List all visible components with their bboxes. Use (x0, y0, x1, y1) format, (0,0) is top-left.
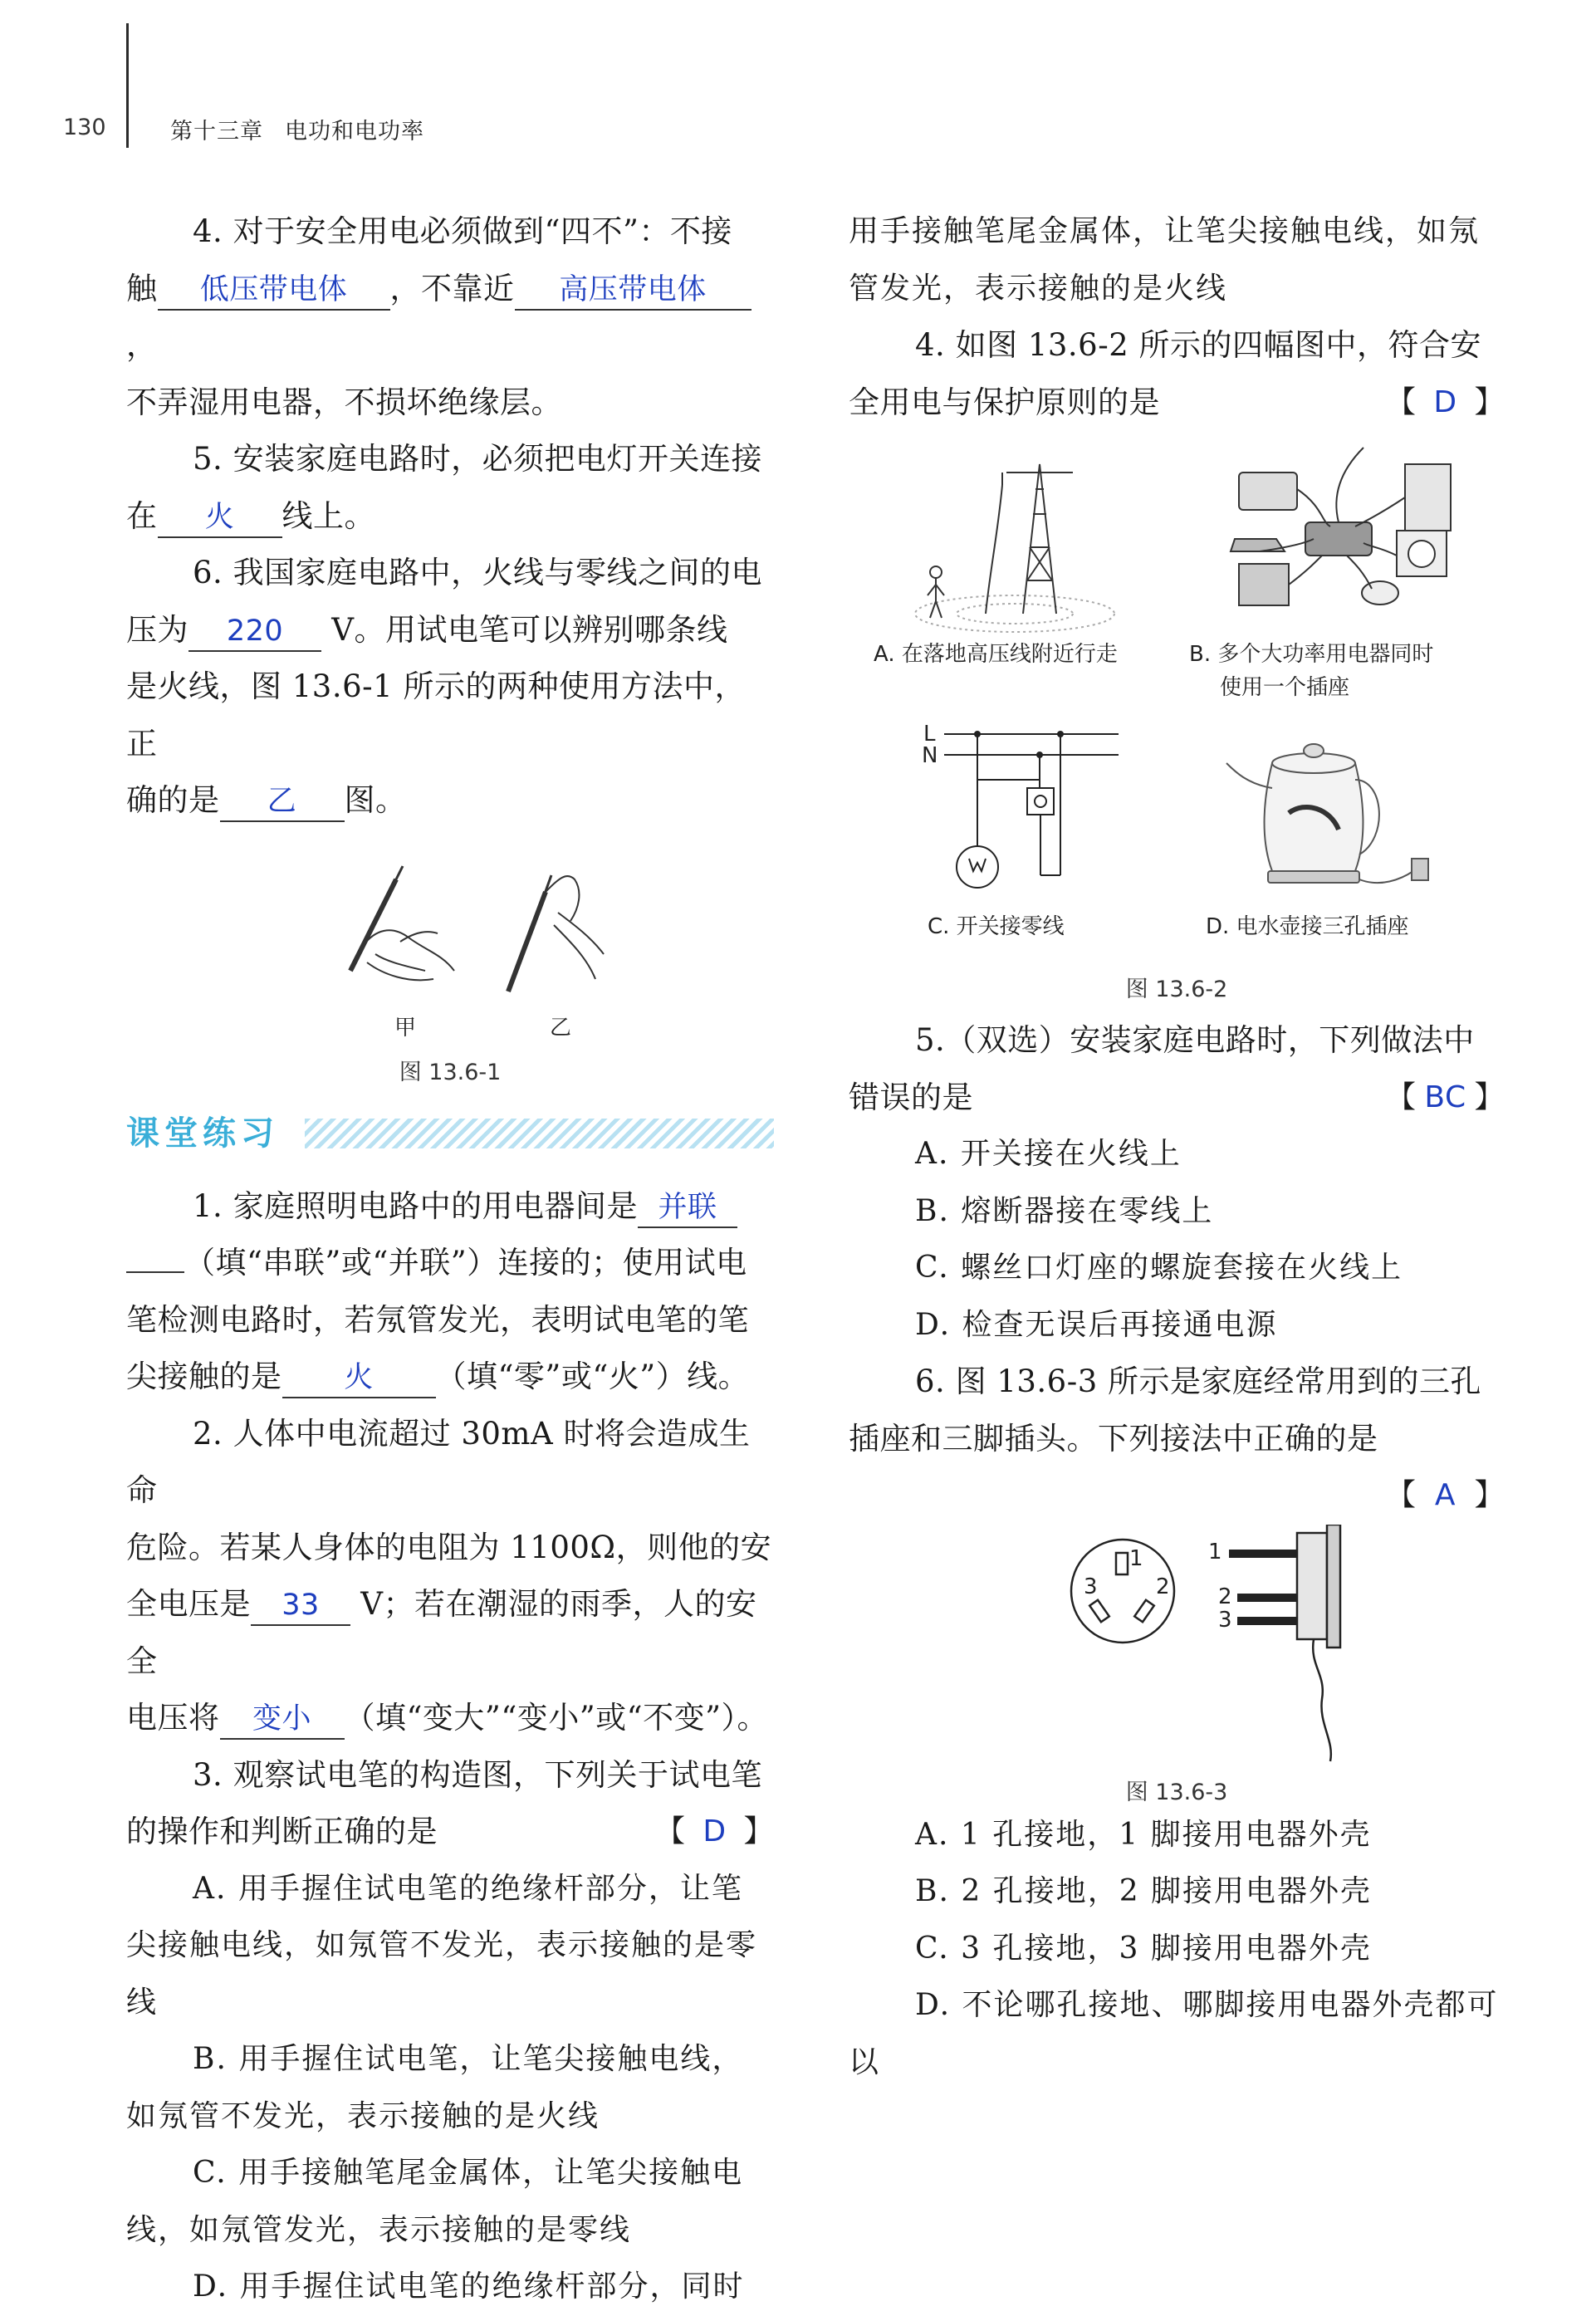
q6-line2: 压为 220 V。用试电笔可以辨别哪条线 (126, 602, 774, 659)
section-title-classroom-practice (126, 1104, 774, 1163)
q5-line1: 5. 安装家庭电路时，必须把电灯开关连接 (193, 441, 763, 477)
p2-line3: 全电压是 33 V；若在潮湿的雨季，人的安全 (126, 1586, 757, 1679)
q4-line1: 4. 对于安全用电必须做到“四不”：不接 (193, 213, 732, 249)
p6-option-c: C. 3 孔接地，3 脚接用电器外壳 (915, 1931, 1372, 1966)
p6-line1: 6. 图 13.6-3 所示是家庭经常用到的三孔 (915, 1364, 1482, 1399)
fig2-caption: 图 13.6-2 (1125, 977, 1228, 1002)
p2-line4: 电压将 变小 （填“变大”“变小”或“不变”）。 (126, 1690, 774, 1747)
p4-answer-bracket: 【 D 】 (1386, 375, 1505, 432)
plug-pin-2-label: 2 (1218, 1584, 1232, 1609)
q6-line3: 是火线，图 13.6-1 所示的两种使用方法中，正 (126, 668, 746, 761)
fig3-caption: 图 13.6-3 (1125, 1779, 1228, 1805)
q5-answer: 火 (158, 498, 282, 538)
fig2-caption-a: A. 在落地高压线附近行走 (874, 642, 1118, 667)
figure-13-6-3 (849, 1525, 1505, 1807)
p6-answer: A (1434, 1478, 1456, 1512)
fig1-caption: 图 13.6-1 (399, 1059, 502, 1085)
p3-option-d: D. 用手握住试电笔的绝缘杆部分，同时 (193, 2269, 745, 2304)
p1-answer-2: 火 (282, 1359, 436, 1398)
p3-option-d-continued: 用手接触笔尾金属体，让笔尖接触电线，如氖管发光，表示接触的是火线 (849, 214, 1481, 306)
right-column (849, 203, 1505, 2091)
p3-answer: D (703, 1814, 727, 1848)
p6-line3 (849, 1467, 1505, 1525)
page-number: 130 (63, 115, 106, 140)
test-pen-hands-illustration (126, 846, 774, 1012)
fig2-a-high-voltage-tower (898, 448, 1148, 639)
left-column (126, 203, 774, 2316)
p2-answer-2: 变小 (220, 1700, 345, 1740)
p1-line2: （填“串联”或“并联”）连接的；使用试电 (126, 1235, 774, 1292)
figure-13-6-1 (126, 846, 774, 1085)
p3-option-a: A. 用手握住试电笔的绝缘杆部分，让笔尖接触电线，如氖管不发光，表示接触的是零线 (126, 1871, 758, 2020)
fig2-caption-d: D. 电水壶接三孔插座 (1206, 914, 1409, 939)
p5-option-b: B. 熔断器接在零线上 (915, 1193, 1214, 1228)
socket-hole-3-label: 3 (1084, 1574, 1098, 1599)
plug-pin-1-label: 1 (1208, 1539, 1222, 1564)
p4-answer: D (1433, 384, 1457, 419)
section-title-stripes (305, 1119, 774, 1148)
p6-option-a: A. 1 孔接地，1 脚接用电器外壳 (915, 1817, 1372, 1852)
q4-answer-1: 低压带电体 (158, 271, 390, 311)
fig2-d-kettle-three-pin (1214, 713, 1463, 904)
q4-line3: 不弄湿用电器，不损坏绝缘层。 (126, 384, 562, 420)
p5-answer: BC (1424, 1080, 1466, 1114)
plug-pin-3-label: 3 (1218, 1607, 1232, 1633)
q6-answer-1: 220 (188, 612, 321, 652)
figure-13-6-2 (849, 439, 1505, 1012)
p4-line1: 4. 如图 13.6-2 所示的四幅图中，符合安 (915, 327, 1482, 363)
p3-option-c: C. 用手接触笔尾金属体，让笔尖接触电线，如氖管发光，表示接触的是零线 (126, 2156, 744, 2247)
fig2-wire-n-label: N (922, 743, 938, 768)
p5-option-d: D. 检查无误后再接通电源 (915, 1307, 1278, 1342)
p3-option-b: B. 用手握住试电笔，让笔尖接触电线，如氖管不发光，表示接触的是火线 (126, 2042, 744, 2133)
p6-line2: 插座和三脚插头。下列接法中正确的是 (849, 1420, 1378, 1457)
p3-line2: 的操作和判断正确的是 【 D 】 (126, 1804, 774, 1861)
q6-line4: 确的是 乙 图。 (126, 772, 774, 830)
three-pin-socket-and-plug (849, 1525, 1505, 1765)
chapter-title: 电功和电功率 (285, 119, 424, 144)
fig2-b-overloaded-socket (1214, 439, 1480, 630)
p5-option-a: A. 开关接在火线上 (915, 1137, 1182, 1171)
q6-line1: 6. 我国家庭电路中，火线与零线之间的电 (193, 555, 763, 590)
fig2-c-switch-on-neutral-circuit (919, 709, 1152, 900)
p4-line2: 全用电与保护原则的是 【 D 】 (849, 375, 1505, 432)
p5-line2: 错误的是 【 BC 】 (849, 1070, 1505, 1127)
fig2-caption-b2: 使用一个插座 (1220, 675, 1350, 700)
chapter-heading (170, 113, 446, 145)
p6-option-b: B. 2 孔接地，2 脚接用电器外壳 (915, 1874, 1373, 1908)
chapter-number: 第十三章 (170, 119, 263, 144)
p1-line4: 尖接触的是 火 （填“零”或“火”）线。 (126, 1349, 774, 1406)
q5-line2: 在 火 线上。 (126, 488, 774, 546)
p3-line1: 3. 观察试电笔的构造图，下列关于试电笔 (193, 1756, 763, 1793)
p2-line1: 2. 人体中电流超过 30mA 时将会造成生命 (126, 1415, 751, 1508)
socket-hole-1-label: 1 (1129, 1545, 1143, 1571)
p5-answer-bracket: 【 BC 】 (1386, 1070, 1505, 1127)
fig2-caption-b1: B. 多个大功率用电器同时 (1189, 642, 1434, 667)
p3-answer-bracket: 【 D 】 (655, 1804, 774, 1861)
section-title-text: 课堂练习 (126, 1114, 279, 1153)
p2-line2: 危险。若某人身体的电阻为 1100Ω，则他的安 (126, 1529, 772, 1565)
p1-line1: 1. 家庭照明电路中的用电器间是 并联 (126, 1178, 774, 1236)
p1-line3: 笔检测电路时，若氖管发光，表明试电笔的笔 (126, 1301, 749, 1338)
p2-answer-1: 33 (251, 1586, 350, 1626)
q4-line2: 触 低压带电体 ，不靠近 高压带电体， (126, 261, 774, 375)
header-rule (126, 23, 129, 148)
p6-option-d: D. 不论哪孔接地、哪脚接用电器外壳都可以 (849, 1988, 1499, 2079)
p6-answer-bracket: 【 A 】 (1386, 1467, 1505, 1525)
q6-answer-2: 乙 (220, 782, 345, 822)
fig1-label-jia: 甲 (394, 1015, 417, 1040)
q4-answer-2: 高压带电体 (515, 271, 751, 311)
p5-line1: 5.（双选）安装家庭电路时，下列做法中 (915, 1022, 1475, 1058)
fig2-caption-c: C. 开关接零线 (928, 914, 1065, 939)
p1-answer-1: 并联 (638, 1188, 737, 1228)
socket-hole-2-label: 2 (1156, 1574, 1170, 1599)
fig2-wire-l-label: L (923, 722, 936, 747)
fig1-label-yi: 乙 (550, 1015, 572, 1040)
p5-option-c: C. 螺丝口灯座的螺旋套接在火线上 (915, 1251, 1403, 1285)
